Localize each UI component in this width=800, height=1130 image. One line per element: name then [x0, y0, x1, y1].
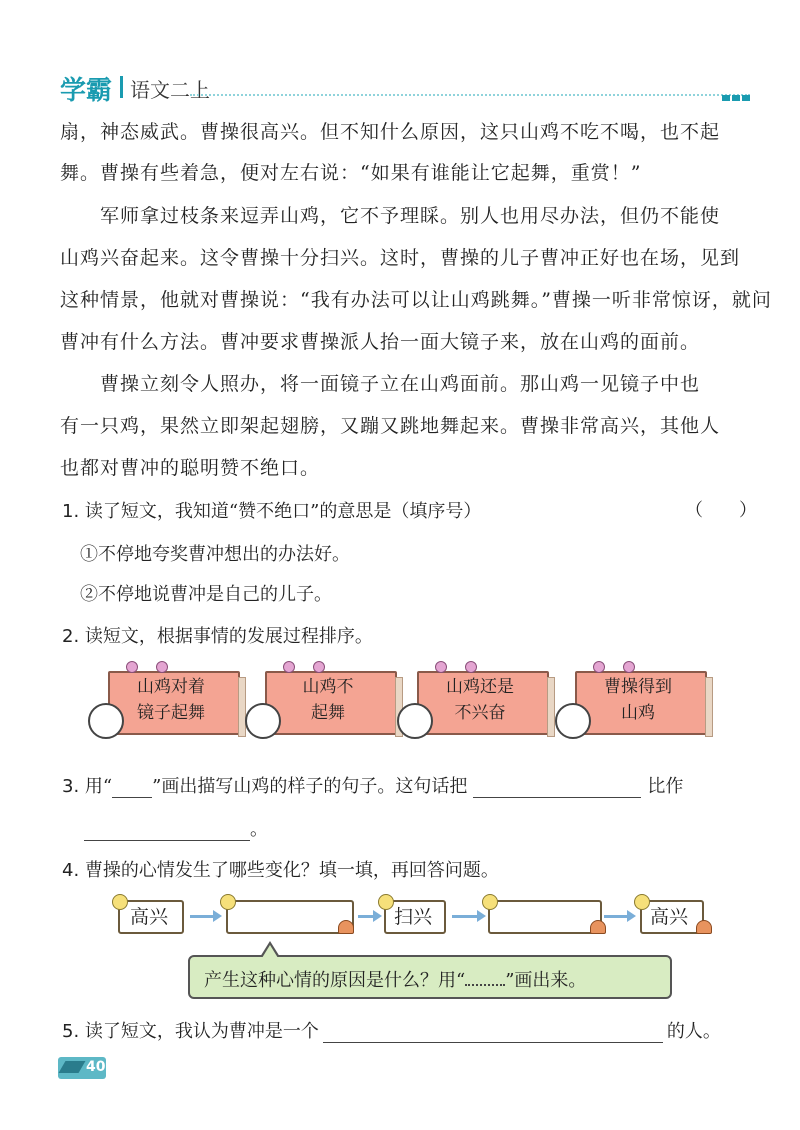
sun-icon: [634, 894, 650, 910]
question-number: 3.: [62, 776, 80, 797]
mood-box: 扫兴: [384, 900, 446, 934]
question-number: 5.: [62, 1021, 80, 1042]
question-1: [62, 497, 481, 523]
pin-icon: [435, 661, 447, 673]
order-circle[interactable]: [555, 703, 591, 739]
sun-icon: [220, 894, 236, 910]
pencil-icon: [59, 1061, 86, 1073]
page-header: [60, 70, 750, 104]
mood-box: 高兴: [118, 900, 186, 934]
question-4: [62, 856, 499, 882]
page-number: 40: [86, 1059, 106, 1075]
event-card: [88, 665, 243, 737]
pin-icon: [593, 661, 605, 673]
sun-icon: [378, 894, 394, 910]
arrow-icon: [604, 915, 628, 918]
question-5: 5. 读了短文，我认为曹冲是一个 的人。: [62, 1021, 721, 1042]
card-text: 山鸡还是 不兴奋: [446, 677, 514, 723]
question-3: 3. 用“ ”画出描写山鸡的样子的句子。这句话把 比作: [62, 776, 684, 797]
question-text: 曹操的心情发生了哪些变化？填一填，再回答问题。: [84, 860, 499, 881]
option-1: ①不停地夸奖曹冲想出的办法好。: [80, 544, 350, 565]
passage-line: 也都对曹冲的聪明赞不绝口。: [60, 457, 321, 479]
passage-line: 军师拿过枝条来逗弄山鸡，它不予理睬。别人也用尽办法，但仍不能使: [60, 205, 721, 227]
question-number: 2.: [62, 626, 80, 647]
order-circle[interactable]: [245, 703, 281, 739]
arrow-icon: [190, 915, 214, 918]
header-dotted-line: [190, 94, 750, 96]
passage-line: 山鸡兴奋起来。这令曹操十分扫兴。这时，曹操的儿子曹冲正好也在场，见到: [60, 247, 741, 269]
question-text: 读短文，根据事情的发展过程排序。: [84, 626, 373, 647]
pin-icon: [465, 661, 477, 673]
arrow-icon: [358, 915, 374, 918]
option-2: ②不停地说曹冲是自己的儿子。: [80, 584, 332, 605]
passage-line: 曹冲有什么方法。曹冲要求曹操派人抬一面大镜子来，放在山鸡的面前。: [60, 331, 701, 353]
answer-parentheses[interactable]: （ ）: [685, 500, 757, 521]
pin-icon: [283, 661, 295, 673]
answer-blank[interactable]: [323, 1024, 663, 1043]
question-number: 4.: [62, 860, 80, 881]
passage-line: 曹操立刻令人照办，将一面镜子立在山鸡面前。那山鸡一见镜子中也: [60, 373, 701, 395]
pin-icon: [313, 661, 325, 673]
mood-box[interactable]: [226, 900, 354, 934]
pin-icon: [126, 661, 138, 673]
passage-line: 有一只鸡，果然立即架起翅膀，又蹦又跳地舞起来。曹操非常高兴，其他人: [60, 415, 721, 437]
order-circle[interactable]: [88, 703, 124, 739]
card-text: 山鸡不 起舞: [302, 677, 354, 723]
brand-logo: 学霸: [60, 76, 113, 106]
page-number-badge: [58, 1057, 106, 1079]
event-card: [555, 665, 710, 737]
pin-icon: [156, 661, 168, 673]
order-circle[interactable]: [397, 703, 433, 739]
mushroom-icon: [338, 920, 354, 934]
header-divider: [120, 76, 123, 98]
event-card: [397, 665, 552, 737]
pin-icon: [623, 661, 635, 673]
mood-box: 高兴: [640, 900, 706, 934]
header-decoration: [720, 86, 750, 105]
question-number: 1.: [62, 501, 80, 522]
question-2: [62, 622, 373, 648]
passage-line: 舞。曹操有些着急，便对左右说：“如果有谁能让它起舞，重赏！”: [60, 162, 642, 184]
mushroom-icon: [590, 920, 606, 934]
event-card: [245, 665, 400, 737]
underline-sample: [112, 779, 152, 798]
sun-icon: [482, 894, 498, 910]
hint-bubble: 产生这种心情的原因是什么？用“ ”画出来。: [188, 955, 672, 999]
sun-icon: [112, 894, 128, 910]
arrow-icon: [452, 915, 478, 918]
question-3-continued: 。: [84, 815, 268, 841]
card-text: 曹操得到 山鸡: [604, 677, 672, 723]
mood-box[interactable]: [488, 900, 600, 934]
passage-line: 这种情景，他就对曹操说：“我有办法可以让山鸡跳舞。”曹操一听非常惊讶，就问: [60, 289, 772, 311]
question-text: 读了短文，我知道“赞不绝口”的意思是（填序号）: [84, 501, 482, 522]
mushroom-icon: [696, 920, 712, 934]
card-text: 山鸡对着 镜子起舞: [137, 677, 205, 723]
subject-title: 语文二上: [130, 78, 210, 102]
answer-blank[interactable]: [473, 779, 641, 798]
passage-line: 扇，神态威武。曹操很高兴。但不知什么原因，这只山鸡不吃不喝，也不起: [60, 121, 721, 143]
answer-blank[interactable]: [84, 822, 250, 841]
wavy-line-sample: [465, 970, 505, 986]
